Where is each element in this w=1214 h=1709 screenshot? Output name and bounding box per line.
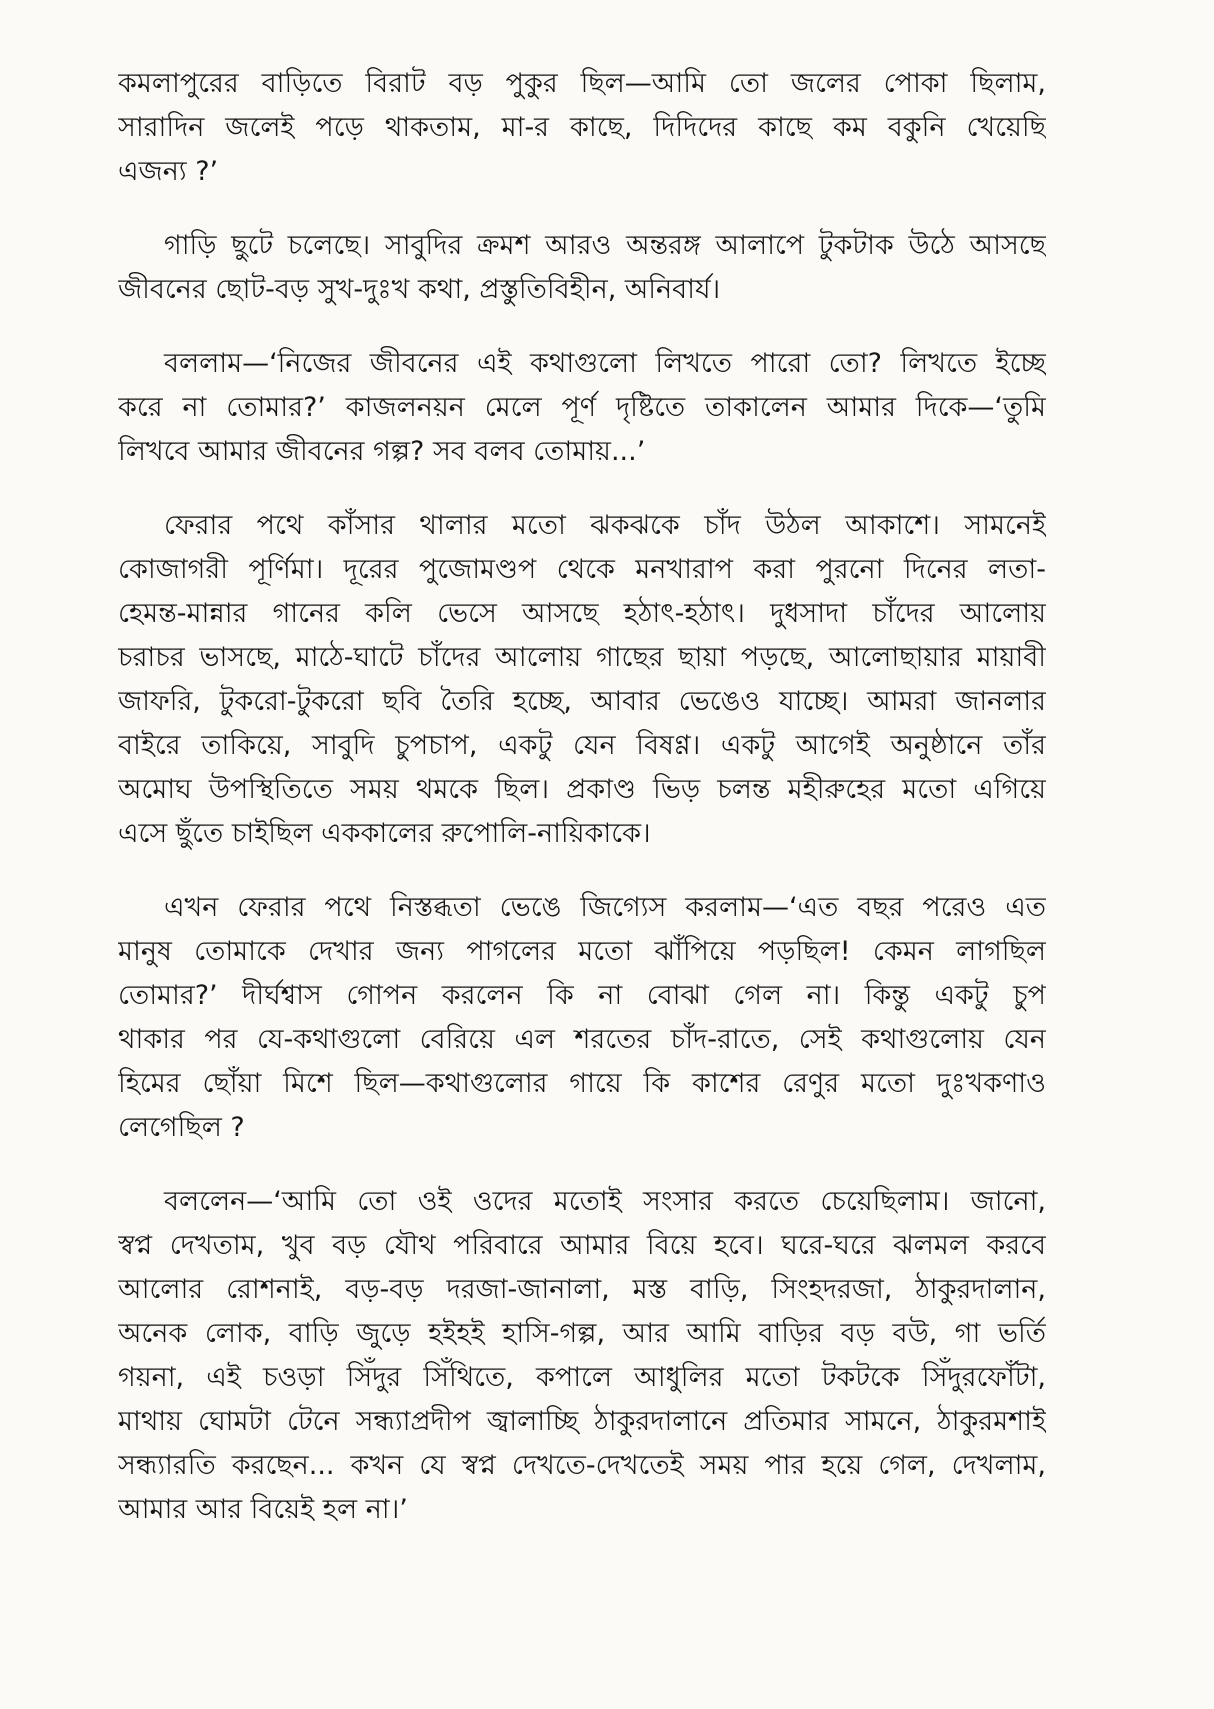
text-line: হেমন্ত-মান্নার গানের কলি ভেসে আসছে হঠাৎ-হঠাৎ। দুধসাদা চাঁদের আলোয় (118, 598, 1046, 629)
text-line: লিখবে আমার জীবনের গল্প? সব বলব তোমায়...’ (118, 436, 646, 467)
document-page (118, 62, 1046, 1532)
text-line: আমার আর বিয়েই হল না।’ (118, 1494, 408, 1525)
text-line: এসে ছুঁতে চাইছিল এককালের রুপোলি-নায়িকাকে। (118, 818, 651, 849)
paragraph-4 (118, 504, 1046, 856)
text-line: বাইরে তাকিয়ে, সাবুদি চুপচাপ, একটু যেন বিষণ্ণ। একটু আগেই অনুষ্ঠানে তাঁর (118, 730, 1046, 761)
text-line: চরাচর ভাসছে, মাঠে-ঘাটে চাঁদের আলোয় গাছের ছায়া পড়ছে, আলোছায়ার মায়াবী (118, 642, 1046, 673)
text-line: এখন ফেরার পথে নিস্তব্ধতা ভেঙে জিগ্যেস করলাম—‘এত বছর পরেও এত (164, 892, 1046, 923)
text-line: জীবনের ছোট-বড় সুখ-দুঃখ কথা, প্রস্তুতিবিহীন, অনিবার্য। (118, 274, 721, 305)
text-line: এজন্য ?’ (118, 156, 219, 187)
text-line: মাথায় ঘোমটা টেনে সন্ধ্যাপ্রদীপ জ্বালাচ্ছি ঠাকুরদালানে প্রতিমার সামনে, ঠাকুরমশাই (118, 1406, 1046, 1437)
paragraph-2 (118, 224, 1046, 312)
text-line: তোমার?’ দীর্ঘশ্বাস গোপন করলেন কি না বোঝা গেল না। কিন্তু একটু চুপ (118, 980, 1046, 1011)
paragraph-6 (118, 1180, 1046, 1532)
text-line: কমলাপুরের বাড়িতে বিরাট বড় পুকুর ছিল—আমি তো জলের পোকা ছিলাম, (118, 68, 1046, 99)
text-line: স্বপ্ন দেখতাম, খুব বড় যৌথ পরিবারে আমার বিয়ে হবে। ঘরে-ঘরে ঝলমল করবে (118, 1230, 1046, 1261)
text-line: হিমের ছোঁয়া মিশে ছিল—কথাগুলোর গায়ে কি কাশের রেণুর মতো দুঃখকণাও (118, 1068, 1046, 1099)
text-line: থাকার পর যে-কথাগুলো বেরিয়ে এল শরতের চাঁদ-রাতে, সেই কথাগুলোয় যেন (118, 1024, 1046, 1055)
text-line: গাড়ি ছুটে চলেছে। সাবুদির ক্রমশ আরও অন্তরঙ্গ আলাপে টুকটাক উঠে আসছে (164, 230, 1046, 261)
text-line: কোজাগরী পূর্ণিমা। দূরের পুজোমণ্ডপ থেকে মনখারাপ করা পুরনো দিনের লতা- (118, 554, 1046, 585)
text-line: জাফরি, টুকরো-টুকরো ছবি তৈরি হচ্ছে, আবার ভেঙেও যাচ্ছে। আমরা জানলার (118, 686, 1046, 717)
text-line: বললাম—‘নিজের জীবনের এই কথাগুলো লিখতে পারো তো? লিখতে ইচ্ছে (164, 348, 1046, 379)
paragraph-1 (118, 62, 1046, 194)
text-line: করে না তোমার?’ কাজলনয়ন মেলে পূর্ণ দৃষ্টিতে তাকালেন আমার দিকে—‘তুমি (118, 392, 1046, 423)
paragraph-3 (118, 342, 1046, 474)
text-line: আলোর রোশনাই, বড়-বড় দরজা-জানালা, মস্ত বাড়ি, সিংহদরজা, ঠাকুরদালান, (118, 1274, 1046, 1305)
text-line: ফেরার পথে কাঁসার থালার মতো ঝকঝকে চাঁদ উঠল আকাশে। সামনেই (164, 510, 1046, 541)
text-line: গয়না, এই চওড়া সিঁদুর সিঁথিতে, কপালে আধুলির মতো টকটকে সিঁদুরফোঁটা, (118, 1362, 1046, 1393)
text-line: বললেন—‘আমি তো ওই ওদের মতোই সংসার করতে চেয়েছিলাম। জানো, (164, 1186, 1046, 1217)
paragraph-5 (118, 886, 1046, 1150)
text-line: মানুষ তোমাকে দেখার জন্য পাগলের মতো ঝাঁপিয়ে পড়ছিল! কেমন লাগছিল (118, 936, 1046, 967)
text-line: অমোঘ উপস্থিতিতে সময় থমকে ছিল। প্রকাণ্ড ভিড় চলন্ত মহীরুহের মতো এগিয়ে (118, 774, 1046, 805)
text-line: সারাদিন জলেই পড়ে থাকতাম, মা-র কাছে, দিদিদের কাছে কম বকুনি খেয়েছি (118, 112, 1046, 143)
text-line: লেগেছিল ? (118, 1112, 245, 1143)
text-line: অনেক লোক, বাড়ি জুড়ে হইহই হাসি-গল্প, আর আমি বাড়ির বড় বউ, গা ভর্তি (118, 1318, 1046, 1349)
text-line: সন্ধ্যারতি করছেন... কখন যে স্বপ্ন দেখতে-দেখতেই সময় পার হয়ে গেল, দেখলাম, (118, 1450, 1046, 1481)
